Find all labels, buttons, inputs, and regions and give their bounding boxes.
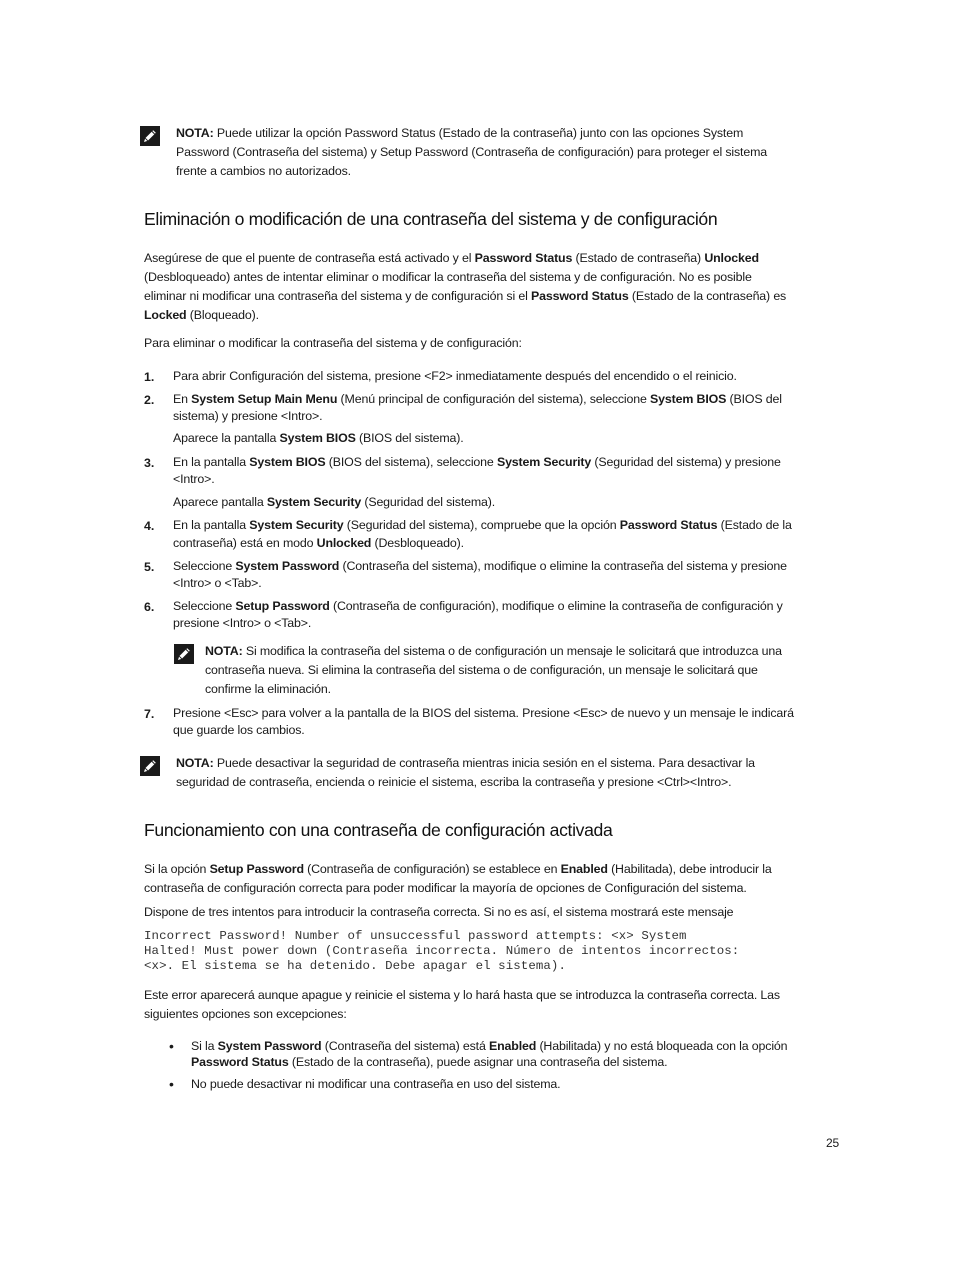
text: Seleccione	[173, 599, 236, 613]
code-line: <x>. El sistema se ha detenido. Debe apagar el sistema).	[144, 959, 566, 973]
text: (Estado de contraseña)	[572, 251, 705, 265]
paragraph-line	[144, 249, 759, 268]
text: (Habilitada), debe introducir la	[607, 862, 772, 876]
emphasis: Locked	[144, 308, 187, 322]
emphasis: Enabled	[489, 1039, 537, 1053]
paragraph: Dispone de tres intentos para introducir la contraseña correcta. Si no es así, el sistema mostrará este mensaje	[144, 905, 734, 919]
step-result	[173, 429, 464, 448]
paragraph: Para eliminar o modificar la contraseña del sistema y de configuración:	[144, 336, 522, 350]
step-text: Presione <Esc> para volver a la pantalla de la BIOS del sistema. Presione <Esc> de nuevo y un mensaje le indicará	[173, 706, 794, 720]
paragraph-line: contraseña de configuración correcta para poder modificar la mayoría de opciones de Configuración del sistema.	[144, 881, 747, 895]
step-text: sistema) y presione <Intro>.	[173, 409, 323, 423]
note-line: Password (Contraseña del sistema) y Setup Password (Contraseña de configuración) para proteger el sistema	[176, 145, 767, 159]
text: contraseña) está en modo	[173, 536, 317, 550]
text: En la pantalla	[173, 455, 250, 469]
text: (Habilitada) y no está bloqueada con la opción	[536, 1039, 788, 1053]
note-text: Puede desactivar la seguridad de contraseña mientras inicia sesión en el sistema. Para desactivar la	[213, 756, 755, 770]
section-heading: Eliminación o modificación de una contraseña del sistema y de configuración	[144, 209, 718, 229]
paragraph-line: Este error aparecerá aunque apague y reinicie el sistema y lo hará hasta que se introduzca la contraseña correcta. Las	[144, 988, 780, 1002]
text: Asegúrese de que el puente de contraseña está activado y el	[144, 251, 475, 265]
text: (Desbloqueado).	[371, 536, 464, 550]
text: (Seguridad del sistema) y presione	[591, 455, 781, 469]
step-number: 3.	[144, 456, 155, 470]
note-label: NOTA:	[205, 644, 243, 658]
text: (Estado de la contraseña), puede asignar una contraseña del sistema.	[288, 1055, 668, 1069]
note-line: seguridad de contraseña, encienda o reinicie el sistema, escriba la contraseña y presione <Ctrl><Intro>.	[176, 775, 732, 789]
note-line	[176, 124, 743, 143]
text: (Menú principal de configuración del sistema), seleccione	[337, 392, 651, 406]
page-number: 25	[826, 1136, 840, 1150]
emphasis: System BIOS	[249, 455, 326, 469]
emphasis: Password Status	[474, 251, 573, 265]
text: Si la	[191, 1039, 218, 1053]
text: (BIOS del	[726, 392, 782, 406]
emphasis: Setup Password	[209, 862, 304, 876]
step-text: que guarde los cambios.	[173, 723, 305, 737]
text: (Estado de la	[717, 518, 792, 532]
note-line: confirme la eliminación.	[205, 682, 331, 696]
emphasis: Unlocked	[704, 251, 759, 265]
emphasis: System Security	[496, 455, 592, 469]
text: Aparece pantalla	[173, 495, 267, 509]
paragraph-line: siguientes opciones son excepciones:	[144, 1007, 347, 1021]
bullet-marker: •	[169, 1038, 174, 1054]
note-text: Puede utilizar la opción Password Status (Estado de la contraseña) junto con las opciones System	[213, 126, 744, 140]
note-pencil-icon	[140, 756, 160, 776]
step-number: 6.	[144, 600, 155, 614]
emphasis: System Password	[217, 1039, 322, 1053]
text: Seleccione	[173, 559, 236, 573]
note-label: NOTA:	[176, 756, 214, 770]
text: (Bloqueado).	[186, 308, 259, 322]
step-text: <Intro> o <Tab>.	[173, 576, 262, 590]
note-line	[205, 642, 782, 661]
paragraph-line	[144, 287, 786, 306]
note-line: contraseña nueva. Si elimina la contraseña del sistema o de configuración, un mensaje le solicitará que	[205, 663, 758, 677]
code-line: Incorrect Password! Number of unsuccessful password attempts: <x> System	[144, 929, 687, 943]
note-pencil-icon	[174, 644, 194, 664]
step-text	[173, 534, 464, 553]
step-text: Para abrir Configuración del sistema, presione <F2> inmediatamente después del encendido o el reinicio.	[173, 369, 737, 383]
emphasis: Unlocked	[316, 536, 372, 550]
text: (Contraseña de configuración), modifique o elimine la contraseña de configuración y	[329, 599, 783, 613]
step-number: 7.	[144, 707, 155, 721]
emphasis: System Security	[249, 518, 344, 532]
emphasis: Setup Password	[235, 599, 330, 613]
text: (Seguridad del sistema).	[361, 495, 496, 509]
emphasis: Password Status	[619, 518, 718, 532]
text: (Contraseña de configuración) se establece en	[303, 862, 561, 876]
text: eliminar ni modificar una contraseña del sistema y de configuración si el	[144, 289, 531, 303]
section-heading: Funcionamiento con una contraseña de configuración activada	[144, 820, 613, 840]
emphasis: System BIOS	[279, 431, 356, 445]
step-number: 4.	[144, 519, 155, 533]
text: (Contraseña del sistema), modifique o elimine la contraseña del sistema y presione	[339, 559, 787, 573]
bullet-text	[191, 1053, 667, 1072]
step-number: 2.	[144, 393, 155, 407]
emphasis: System BIOS	[650, 392, 727, 406]
emphasis: Enabled	[560, 862, 608, 876]
emphasis: System Security	[266, 495, 362, 509]
text: (Seguridad del sistema), compruebe que la opción	[343, 518, 620, 532]
text: En	[173, 392, 192, 406]
emphasis: Password Status	[530, 289, 629, 303]
step-text: presione <Intro> o <Tab>.	[173, 616, 312, 630]
paragraph-line	[144, 306, 259, 325]
note-line: frente a cambios no autorizados.	[176, 164, 351, 178]
text: En la pantalla	[173, 518, 250, 532]
text: (Contraseña del sistema) está	[321, 1039, 489, 1053]
code-line: Halted! Must power down (Contraseña incorrecta. Número de intentos incorrectos:	[144, 944, 740, 958]
step-result	[173, 493, 495, 512]
step-number: 5.	[144, 560, 155, 574]
text: (BIOS del sistema).	[355, 431, 464, 445]
step-number: 1.	[144, 370, 155, 384]
emphasis: Password Status	[191, 1055, 289, 1069]
emphasis: System Setup Main Menu	[191, 392, 338, 406]
bullet-text: No puede desactivar ni modificar una contraseña en uso del sistema.	[191, 1077, 561, 1091]
text: Aparece la pantalla	[173, 431, 280, 445]
text: (BIOS del sistema), seleccione	[325, 455, 497, 469]
note-label: NOTA:	[176, 126, 214, 140]
step-text	[173, 453, 781, 472]
text: (Estado de la contraseña) es	[628, 289, 787, 303]
note-line	[176, 754, 755, 773]
bullet-marker: •	[169, 1076, 174, 1092]
paragraph-line	[144, 860, 772, 879]
step-text	[173, 557, 787, 576]
step-text	[173, 516, 792, 535]
text: Si la opción	[144, 862, 210, 876]
step-text: <Intro>.	[173, 472, 215, 486]
emphasis: System Password	[235, 559, 340, 573]
note-pencil-icon	[140, 126, 160, 146]
note-text: Si modifica la contraseña del sistema o de configuración un mensaje le solicitará que introduzca una	[242, 644, 782, 658]
paragraph-line: (Desbloqueado) antes de intentar eliminar o modificar la contraseña del sistema y de configuración. No es posible	[144, 270, 752, 284]
